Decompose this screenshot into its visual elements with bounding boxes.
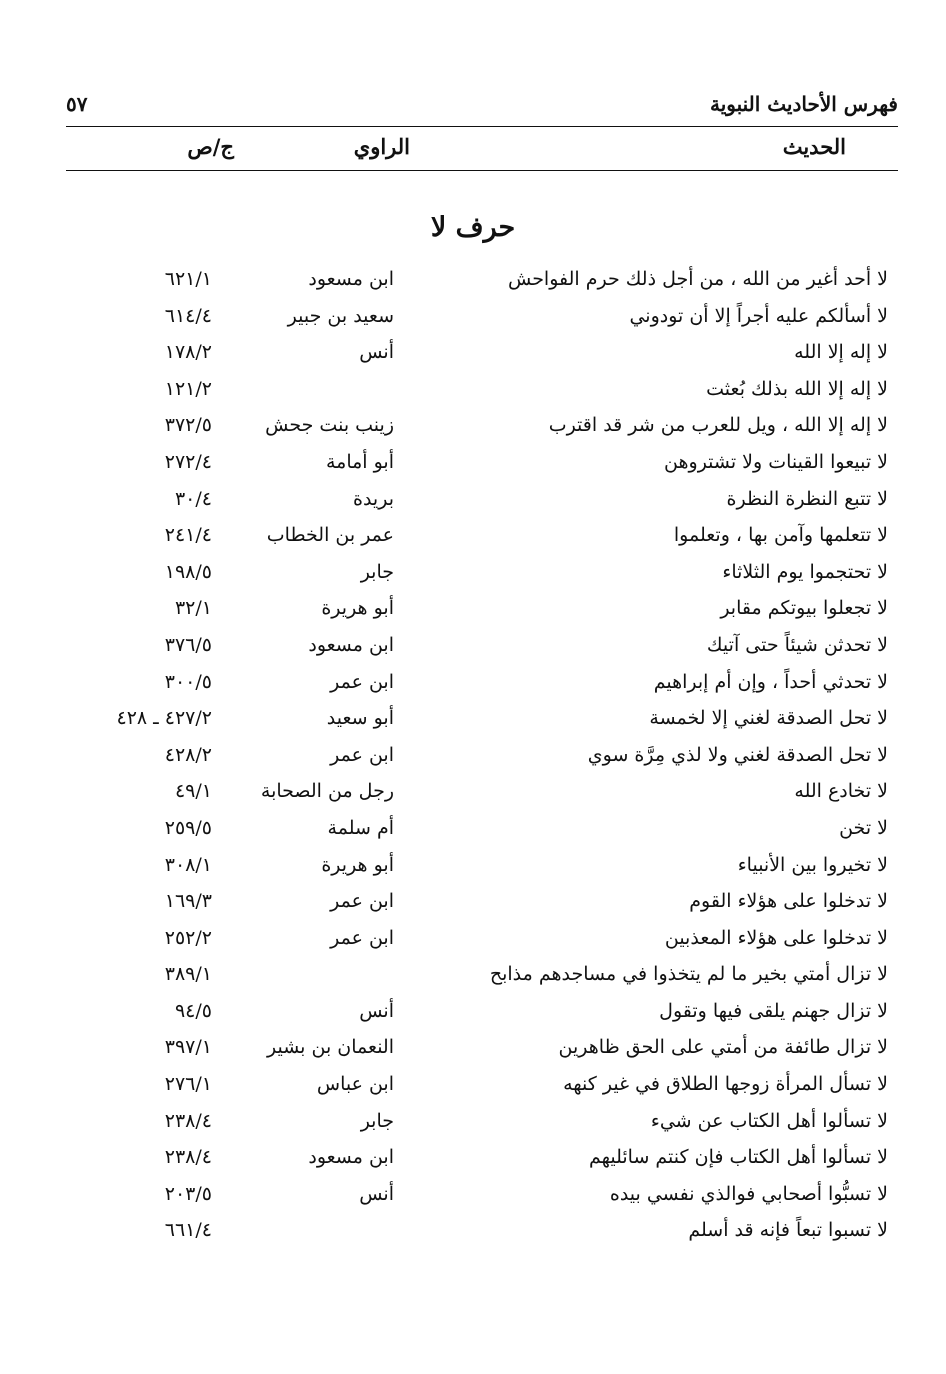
hadith-text: لا تحدثي أحداً ، وإن أم إبراهيم [653,670,888,693]
volume-page-ref: ٦١٤/٤ [164,304,212,327]
index-entry-row [0,335,946,372]
volume-page-ref: ١٦٩/٣ [164,890,212,913]
index-entry-row [0,884,946,921]
hadith-text: لا تخيروا بين الأنبياء [737,853,888,876]
hadith-text: لا تسألوا أهل الكتاب عن شيء [650,1109,888,1132]
hadith-text: لا تسألوا أهل الكتاب فإن كنتم سائليهم [588,1146,888,1169]
narrator-name: رجل من الصحابة [260,780,394,803]
hadith-text: لا إله إلا الله بذلك بُعثت [706,377,888,400]
index-entry-row [0,665,946,702]
volume-page-ref: ٤٢٨/٢ [164,743,212,766]
hadith-text: لا إله إلا الله ، ويل للعرب من شر قد اقترب [548,414,888,437]
index-entry-row [0,848,946,885]
index-entry-row [0,628,946,665]
volume-page-ref: ٢٤١/٤ [164,524,212,547]
volume-page-ref: ٣٠/٤ [174,487,212,510]
section-title: حرف لا [430,212,516,243]
column-header-narrator: الراوي [353,134,410,159]
hadith-text: لا تتبع النظرة النظرة [726,487,888,510]
hadith-text: لا تبيعوا القينات ولا تشتروهن [664,450,888,473]
page-number: ٥٧ [66,92,88,116]
index-entry-row [0,701,946,738]
narrator-name: أبو أمامة [325,450,394,473]
narrator-name: أم سلمة [327,816,394,839]
narrator-name: ابن عمر [330,670,394,693]
narrator-name: ابن عمر [330,926,394,949]
running-title: فهرس الأحاديث النبوية [709,92,898,116]
hadith-text: لا تخادع الله [794,780,888,803]
column-header-hadith: الحديث [782,134,846,159]
hadith-text: لا تزال طائفة من أمتي على الحق ظاهرين [558,1036,888,1059]
volume-page-ref: ٣٢/١ [174,597,212,620]
hadith-text: لا تحل الصدقة لغني ولا لذي مِرَّة سوي [587,743,888,766]
column-headers [66,134,898,166]
narrator-name: جابر [360,1109,394,1132]
volume-page-ref: ٣٧٢/٥ [164,414,212,437]
volume-page-ref: ٣٠٠/٥ [164,670,212,693]
volume-page-ref: ٢٠٣/٥ [164,1182,212,1205]
volume-page-ref: ١٢١/٢ [164,377,212,400]
hadith-text: لا تجعلوا بيوتكم مقابر [720,597,888,620]
hadith-text: لا تتعلمها وآمن بها ، وتعلموا [673,524,888,547]
index-entry-row [0,1177,946,1214]
volume-page-ref: ٤٩/١ [174,780,212,803]
volume-page-ref: ٣٨٩/١ [164,963,212,986]
volume-page-ref: ٢٥٢/٢ [164,926,212,949]
narrator-name: جابر [360,560,394,583]
hadith-text: لا تسبوا تبعاً فإنه قد أسلم [688,1219,888,1242]
hadith-text: لا إله إلا الله [794,341,888,364]
volume-page-ref: ٢٧٦/١ [164,1073,212,1096]
hadith-text: لا تحتجموا يوم الثلاثاء [722,560,888,583]
narrator-name: زينب بنت جحش [265,414,394,437]
index-entry-row [0,1213,946,1250]
index-entries [0,262,946,1250]
index-entry-row [0,445,946,482]
narrator-name: ابن عمر [330,743,394,766]
volume-page-ref: ٢٧٢/٤ [164,450,212,473]
narrator-name: بريدة [353,487,394,510]
column-header-reference: ج/ص [187,134,234,159]
index-entry-row [0,1104,946,1141]
index-entry-row [0,408,946,445]
narrator-name: ابن عمر [330,890,394,913]
volume-page-ref: ٣٩٧/١ [164,1036,212,1059]
hadith-text: لا تسأل المرأة زوجها الطلاق في غير كنهه [563,1073,888,1096]
volume-page-ref: ١٧٨/٢ [164,341,212,364]
narrator-name: أبو هريرة [321,853,394,876]
narrator-name: النعمان بن بشير [267,1036,394,1059]
index-entry-row [0,994,946,1031]
narrator-name: ابن عباس [316,1073,394,1096]
volume-page-ref: ٤٢٧/٢ ـ ٤٢٨ [116,707,212,730]
index-entry-row [0,1030,946,1067]
hadith-text: لا تحدثن شيئاً حتى آتيك [706,633,888,656]
index-entry-row [0,555,946,592]
index-entry-row [0,591,946,628]
narrator-name: أنس [359,999,394,1022]
index-entry-row [0,921,946,958]
narrator-name: أبو هريرة [321,597,394,620]
index-entry-row [0,774,946,811]
narrator-name: عمر بن الخطاب [266,524,394,547]
index-entry-row [0,1067,946,1104]
volume-page-ref: ٣٠٨/١ [164,853,212,876]
hadith-text: لا أحد أغير من الله ، من أجل ذلك حرم الفواحش [507,268,888,290]
narrator-name: ابن مسعود [308,268,394,290]
volume-page-ref: ٢٥٩/٥ [164,816,212,839]
volume-page-ref: ٦٦١/٤ [164,1219,212,1242]
hadith-text: لا تزال جهنم يلقى فيها وتقول [659,999,888,1022]
hadith-text: لا تدخلوا على هؤلاء القوم [689,890,888,913]
hadith-text: لا تخن [839,816,888,839]
index-entry-row [0,738,946,775]
index-entry-row [0,262,946,299]
volume-page-ref: ١٩٨/٥ [164,560,212,583]
hadith-text: لا تحل الصدقة لغني إلا لخمسة [649,707,888,730]
volume-page-ref: ٦٢١/١ [164,268,212,290]
narrator-name: ابن مسعود [308,1146,394,1169]
hadith-text: لا تزال أمتي بخير ما لم يتخذوا في مساجدهم مذابح [489,963,888,986]
hadith-text: لا أسألكم عليه أجراً إلا أن تودوني [629,304,888,327]
index-entry-row [0,518,946,555]
narrator-name: أبو سعيد [326,707,394,730]
running-header [66,92,898,124]
column-header-rule [66,170,898,171]
index-entry-row [0,372,946,409]
index-entry-row [0,957,946,994]
index-entry-row [0,811,946,848]
header-rule [66,126,898,127]
index-entry-row [0,1140,946,1177]
index-entry-row [0,299,946,336]
hadith-text: لا تدخلوا على هؤلاء المعذبين [664,926,888,949]
index-entry-row [0,482,946,519]
narrator-name: أنس [359,1182,394,1205]
volume-page-ref: ٢٣٨/٤ [164,1146,212,1169]
narrator-name: أنس [359,341,394,364]
volume-page-ref: ٢٣٨/٤ [164,1109,212,1132]
narrator-name: سعيد بن جبير [287,304,394,327]
hadith-text: لا تسبُّوا أصحابي فوالذي نفسي بيده [609,1182,888,1205]
volume-page-ref: ٩٤/٥ [174,999,212,1022]
narrator-name: ابن مسعود [308,633,394,656]
volume-page-ref: ٣٧٦/٥ [164,633,212,656]
